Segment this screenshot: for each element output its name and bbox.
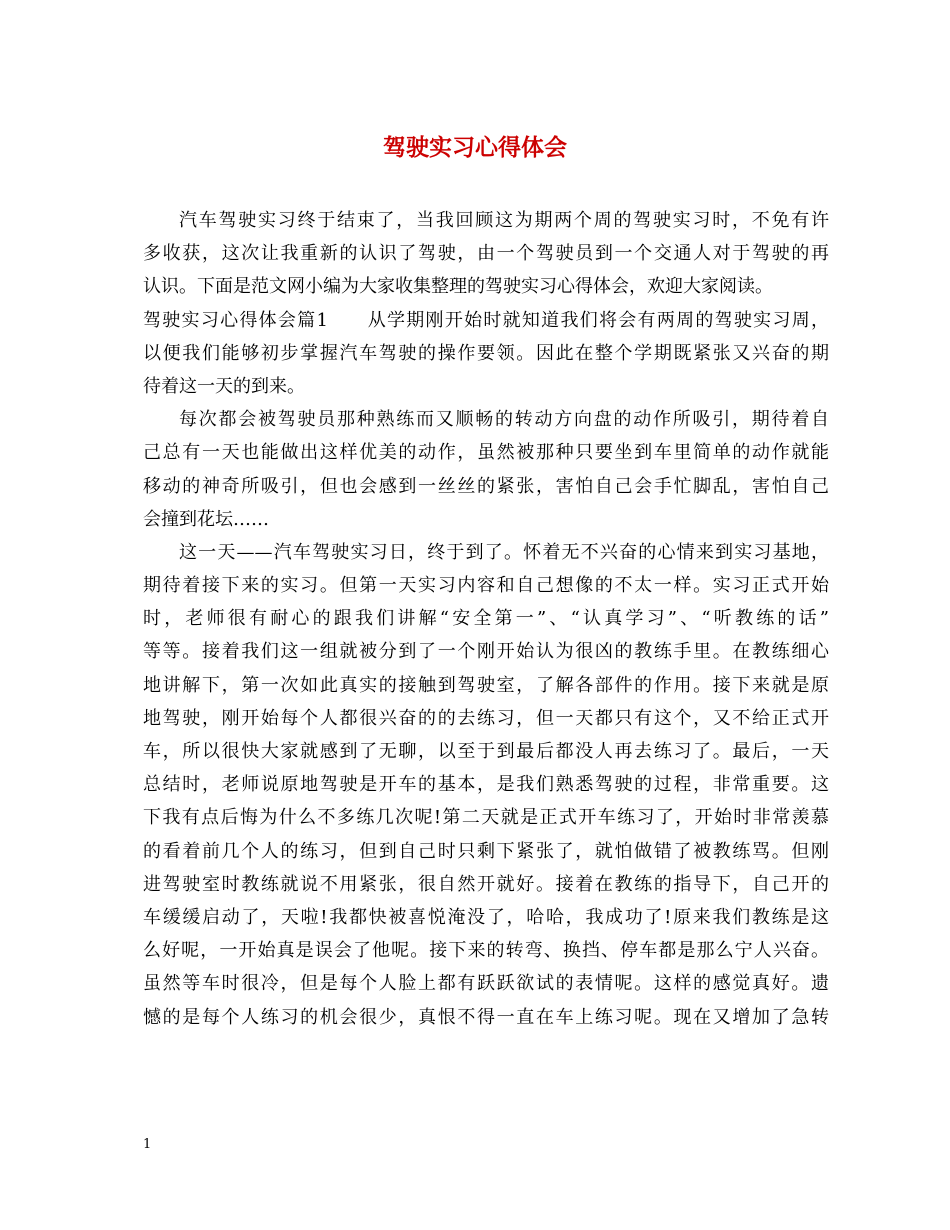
- text-line: 移动的神奇所吸引，但也会感到一丝丝的紧张，害怕自己会手忙脚乱，害怕自己: [143, 475, 829, 497]
- text-line: 多收获，这次让我重新的认识了驾驶，由一个驾驶员到一个交通人对于驾驶的再: [143, 243, 829, 265]
- text-line: 车，所以很快大家就感到了无聊，以至于到最后都没人再去练习了。最后，一天: [143, 741, 829, 762]
- text-line: 待着这一天的到来。: [143, 375, 305, 397]
- text-line: 地讲解下，第一次如此真实的接触到驾驶室，了解各部件的作用。接下来就是原: [143, 674, 829, 696]
- text-line: 车缓缓启动了，天啦!我都快被喜悦淹没了，哈哈，我成功了!原来我们教练是这: [143, 906, 829, 928]
- text-line: 么好呢，一开始真是误会了他呢。接下来的转弯、换挡、停车都是那么宁人兴奋。: [143, 940, 829, 962]
- text-line: 时，老师很有耐心的跟我们讲解“安全第一”、“认真学习”、“听教练的话”: [143, 608, 829, 630]
- text-line: 会撞到花坛……: [143, 508, 269, 530]
- text-line: 的看着前几个人的练习，但到自己时只剩下紧张了，就怕做错了被教练骂。但刚: [143, 840, 829, 862]
- text-line: 等等。接着我们这一组就被分到了一个刚开始认为很凶的教练手里。在教练细心: [143, 641, 829, 663]
- text-line: 期待着接下来的实习。但第一天实习内容和自己想像的不太一样。实习正式开始: [143, 575, 829, 597]
- text-line: 憾的是每个人练习的机会很少，真恨不得一直在车上练习呢。现在又增加了急转: [143, 1006, 829, 1028]
- text-line: 进驾驶室时教练就说不用紧张，很自然开就好。接着在教练的指导下，自己开的: [143, 873, 829, 895]
- text-line: 驾驶实习心得体会篇1 从学期刚开始时就知道我们将会有两周的驾驶实习周，: [143, 309, 829, 331]
- document-body: [143, 204, 829, 1034]
- text-line: 以便我们能够初步掌握汽车驾驶的操作要领。因此在整个学期既紧张又兴奋的期: [143, 342, 829, 364]
- text-line: 总结时，老师说原地驾驶是开车的基本，是我们熟悉驾驶的过程，非常重要。这: [143, 774, 829, 796]
- text-line: 地驾驶，刚开始每个人都很兴奋的的去练习，但一天都只有这个，又不给正式开: [143, 707, 829, 729]
- text-line: 虽然等车时很冷，但是每个人脸上都有跃跃欲试的表情呢。这样的感觉真好。遗: [143, 973, 829, 995]
- document-title: 驾驶实习心得体会: [383, 134, 567, 161]
- text-line: 汽车驾驶实习终于结束了，当我回顾这为期两个周的驾驶实习时，不免有许: [179, 210, 829, 231]
- text-line: 下我有点后悔为什么不多练几次呢!第二天就是正式开车练习了，开始时非常羡慕: [143, 807, 829, 829]
- text-line: 己总有一天也能做出这样优美的动作，虽然被那种只要坐到车里简单的动作就能: [143, 442, 829, 464]
- text-line: 认识。下面是范文网小编为大家收集整理的驾驶实习心得体会，欢迎大家阅读。: [143, 276, 773, 298]
- text-line: 这一天——汽车驾驶实习日，终于到了。怀着无不兴奋的心情来到实习基地，: [179, 541, 829, 563]
- page-number: 1: [143, 1137, 152, 1152]
- text-line: 每次都会被驾驶员那种熟练而又顺畅的转动方向盘的动作所吸引，期待着自: [179, 409, 829, 431]
